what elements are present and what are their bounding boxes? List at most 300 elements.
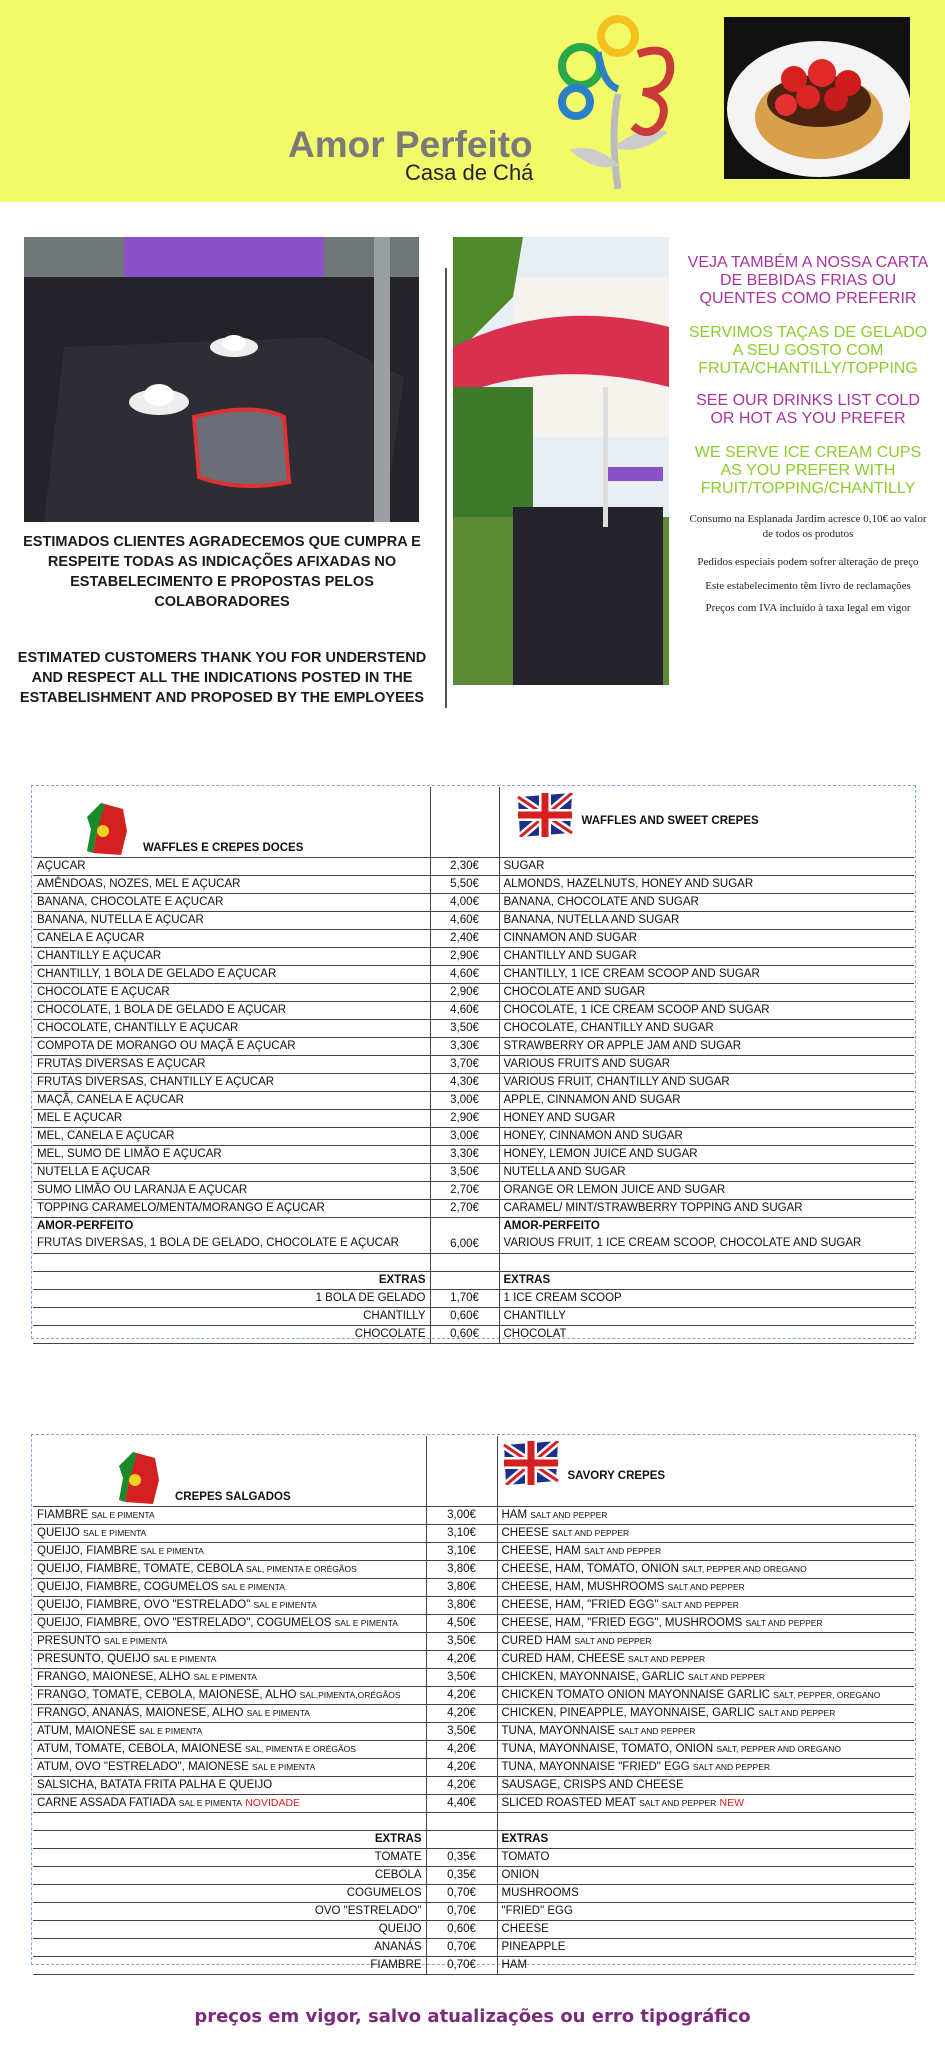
item-name-en bbox=[497, 1524, 914, 1542]
savory-menu-table bbox=[33, 1436, 914, 1975]
item-name-pt bbox=[33, 1794, 426, 1812]
item-name-en bbox=[497, 1704, 914, 1722]
item-name-en-text: CHICKEN TOMATO ONION MAYONNAISE GARLIC bbox=[501, 1688, 771, 1701]
seasoning-note: SAL, PIMENTA E ORÉGÃOS bbox=[245, 1743, 356, 1754]
savory-title-pt-text: CREPES SALGADOS bbox=[175, 1490, 291, 1503]
extra-price: 0,60€ bbox=[426, 1920, 497, 1938]
item-name-pt bbox=[33, 1596, 426, 1614]
extra-name-en: MUSHROOMS bbox=[497, 1884, 914, 1902]
savory-blank-row bbox=[33, 1812, 914, 1830]
item-name-pt-text: ATUM, OVO "ESTRELADO", MAIONESE bbox=[37, 1760, 249, 1773]
extra-price: 0,35€ bbox=[426, 1848, 497, 1866]
seasoning-note: SALT, PEPPER AND OREGANO bbox=[682, 1563, 807, 1574]
seasoning-note: SAL E PIMENTA bbox=[139, 1725, 203, 1736]
savory-extras-body bbox=[33, 1848, 914, 1974]
sweet-title-row bbox=[33, 787, 914, 857]
item-name-pt-text: FRANGO, MAIONESE, ALHO bbox=[37, 1670, 191, 1683]
blank-cell bbox=[426, 1830, 497, 1848]
seasoning-note: SALT AND PEPPER bbox=[574, 1635, 652, 1646]
menu-row bbox=[33, 1001, 914, 1019]
item-name-en-text: SAUSAGE, CRISPS AND CHEESE bbox=[501, 1778, 684, 1791]
item-price: 3,30€ bbox=[430, 1037, 499, 1055]
icecream-info-pt: SERVIMOS TAÇAS DE GELADO A SEU GOSTO COM FRUTA/CHANTILLY/TOPPING bbox=[688, 324, 928, 377]
item-name-en: HONEY, CINNAMON AND SUGAR bbox=[499, 1127, 914, 1145]
item-name-en: CHOCOLATE AND SUGAR bbox=[499, 983, 914, 1001]
menu-row bbox=[33, 1776, 914, 1794]
footer-disclaimer: preços em vigor, salvo atualizações ou erro tipográfico bbox=[194, 2006, 751, 2027]
item-name-pt bbox=[33, 1722, 426, 1740]
extra-name-pt: COGUMELOS bbox=[33, 1884, 426, 1902]
menu-row bbox=[33, 929, 914, 947]
item-name-pt: MEL E AÇUCAR bbox=[33, 1109, 430, 1127]
menu-row bbox=[33, 1740, 914, 1758]
item-price: 2,70€ bbox=[430, 1199, 499, 1217]
item-name-en bbox=[497, 1560, 914, 1578]
savory-items-body bbox=[33, 1506, 914, 1812]
item-name-en: STRAWBERRY OR APPLE JAM AND SUGAR bbox=[499, 1037, 914, 1055]
menu-row bbox=[33, 875, 914, 893]
seasoning-note: SALT, PEPPER, OREGANO bbox=[773, 1689, 881, 1700]
seasoning-note: SALT AND PEPPER bbox=[639, 1797, 717, 1808]
item-name-en bbox=[497, 1794, 914, 1812]
extra-price: 0,70€ bbox=[426, 1902, 497, 1920]
item-price: 4,20€ bbox=[426, 1704, 497, 1722]
item-name-pt bbox=[33, 1704, 426, 1722]
seasoning-note: SALT AND PEPPER bbox=[758, 1707, 836, 1718]
savory-title-en bbox=[497, 1436, 914, 1506]
seasoning-note: SAL E PIMENTA bbox=[178, 1797, 242, 1808]
menu-row bbox=[33, 857, 914, 875]
item-name-en: BANANA, NUTELLA AND SUGAR bbox=[499, 911, 914, 929]
item-price: 2,70€ bbox=[430, 1181, 499, 1199]
sweet-special-pt bbox=[33, 1217, 430, 1253]
menu-row bbox=[33, 1596, 914, 1614]
item-name-en: APPLE, CINNAMON AND SUGAR bbox=[499, 1091, 914, 1109]
item-name-en: BANANA, CHOCOLATE AND SUGAR bbox=[499, 893, 914, 911]
portugal-flag-icon bbox=[83, 801, 131, 857]
extra-name-en: 1 ICE CREAM SCOOP bbox=[499, 1289, 914, 1307]
extra-price: 0,70€ bbox=[426, 1938, 497, 1956]
seasoning-note: SAL E PIMENTA bbox=[103, 1635, 168, 1646]
note-special-orders: Pedidos especiais podem sofrer alteração de preço bbox=[697, 556, 919, 568]
extra-row bbox=[33, 1307, 914, 1325]
item-name-en-text: CURED HAM, CHEESE bbox=[501, 1652, 625, 1665]
item-name-en: CARAMEL/ MINT/STRAWBERRY TOPPING AND SUGAR bbox=[499, 1199, 914, 1217]
terrace-table-photo bbox=[24, 237, 419, 522]
seasoning-note: SAL E PIMENTA bbox=[252, 1761, 316, 1772]
extra-name-en: CHOCOLAT bbox=[499, 1325, 914, 1343]
menu-row bbox=[33, 1704, 914, 1722]
savory-title-en-text: SAVORY CREPES bbox=[567, 1470, 666, 1482]
item-name-en-text: CHICKEN, PINEAPPLE, MAYONNAISE, GARLIC bbox=[501, 1706, 755, 1719]
menu-row bbox=[33, 911, 914, 929]
item-name-pt-text: PRESUNTO, QUEIJO bbox=[37, 1652, 150, 1665]
sweet-blank-row bbox=[33, 1253, 914, 1271]
uk-flag-icon bbox=[502, 1441, 560, 1485]
item-name-pt-text: CARNE ASSADA FATIADA bbox=[37, 1796, 176, 1809]
menu-row bbox=[33, 1019, 914, 1037]
item-price: 4,00€ bbox=[430, 893, 499, 911]
menu-row bbox=[33, 1650, 914, 1668]
blank-cell bbox=[33, 1253, 430, 1271]
extra-name-en: CHEESE bbox=[497, 1920, 914, 1938]
item-name-en-text: TUNA, MAYONNAISE, TOMATO, ONION bbox=[501, 1742, 714, 1755]
item-name-en: HONEY, LEMON JUICE AND SUGAR bbox=[499, 1145, 914, 1163]
item-name-pt: BANANA, NUTELLA E AÇUCAR bbox=[33, 911, 430, 929]
item-name-pt: CHOCOLATE, 1 BOLA DE GELADO E AÇUCAR bbox=[33, 1001, 430, 1019]
blank-cell bbox=[426, 1812, 497, 1830]
item-price: 4,30€ bbox=[430, 1073, 499, 1091]
item-price: 3,10€ bbox=[426, 1542, 497, 1560]
seasoning-note: SALT AND PEPPER bbox=[687, 1671, 766, 1682]
item-name-en: HONEY AND SUGAR bbox=[499, 1109, 914, 1127]
special-desc-en: VARIOUS FRUIT, 1 ICE CREAM SCOOP, CHOCOLATE AND SUGAR bbox=[503, 1236, 862, 1249]
menu-row bbox=[33, 1109, 914, 1127]
item-name-pt-text: QUEIJO, FIAMBRE, TOMATE, CEBOLA bbox=[37, 1562, 243, 1575]
savory-title-pt bbox=[33, 1436, 426, 1506]
info-panel bbox=[684, 254, 932, 616]
item-name-en: CHANTILLY, 1 ICE CREAM SCOOP AND SUGAR bbox=[499, 965, 914, 983]
item-price: 3,50€ bbox=[426, 1722, 497, 1740]
extra-name-en: PINEAPPLE bbox=[497, 1938, 914, 1956]
item-name-en-text: CHEESE, HAM, "FRIED EGG", MUSHROOMS bbox=[501, 1616, 743, 1629]
extra-name-pt: CEBOLA bbox=[33, 1866, 426, 1884]
menu-row bbox=[33, 1668, 914, 1686]
item-name-pt-text: PRESUNTO bbox=[37, 1634, 101, 1647]
item-name-en: SUGAR bbox=[499, 857, 914, 875]
item-name-pt: CHANTILLY E AÇUCAR bbox=[33, 947, 430, 965]
menu-row bbox=[33, 1794, 914, 1812]
seasoning-note: SAL E PIMENTA bbox=[246, 1707, 310, 1718]
item-name-en bbox=[497, 1758, 914, 1776]
menu-row bbox=[33, 1199, 914, 1217]
seasoning-note: SALT, PEPPER AND OREGANO bbox=[716, 1743, 841, 1754]
special-name-en: AMOR-PERFEITO bbox=[503, 1219, 600, 1232]
seasoning-note: SAL E PIMENTA bbox=[91, 1509, 155, 1520]
item-name-pt bbox=[33, 1560, 426, 1578]
item-price: 3,30€ bbox=[430, 1145, 499, 1163]
new-badge: NEW bbox=[719, 1796, 744, 1809]
item-name-en bbox=[497, 1776, 914, 1794]
seasoning-note: SAL E PIMENTA bbox=[221, 1581, 285, 1592]
menu-row bbox=[33, 1524, 914, 1542]
extra-name-en: TOMATO bbox=[497, 1848, 914, 1866]
menu-row bbox=[33, 1145, 914, 1163]
item-price: 4,50€ bbox=[426, 1614, 497, 1632]
item-price: 4,20€ bbox=[426, 1740, 497, 1758]
item-price: 2,30€ bbox=[430, 857, 499, 875]
blank-cell bbox=[33, 1812, 426, 1830]
item-name-pt bbox=[33, 1542, 426, 1560]
sweet-extras-label-en: EXTRAS bbox=[499, 1271, 914, 1289]
item-name-pt: AMÊNDOAS, NOZES, MEL E AÇUCAR bbox=[33, 875, 430, 893]
item-price: 2,90€ bbox=[430, 947, 499, 965]
item-name-en-text: CHICKEN, MAYONNAISE, GARLIC bbox=[501, 1670, 685, 1683]
item-price: 2,40€ bbox=[430, 929, 499, 947]
vertical-divider bbox=[445, 268, 447, 708]
menu-row bbox=[33, 1127, 914, 1145]
header-banner bbox=[0, 0, 945, 202]
sweet-extras-header bbox=[33, 1271, 914, 1289]
seasoning-note: SALT AND PEPPER bbox=[530, 1509, 608, 1520]
item-price: 2,90€ bbox=[430, 983, 499, 1001]
new-badge: NOVIDADE bbox=[245, 1796, 301, 1809]
extra-name-pt: QUEIJO bbox=[33, 1920, 426, 1938]
item-name-pt-text: QUEIJO, FIAMBRE bbox=[37, 1544, 138, 1557]
item-name-en-text: CURED HAM bbox=[501, 1634, 572, 1647]
menu-row bbox=[33, 1037, 914, 1055]
extra-row bbox=[33, 1938, 914, 1956]
item-name-en-text: CHEESE bbox=[501, 1526, 549, 1539]
item-name-en: CINNAMON AND SUGAR bbox=[499, 929, 914, 947]
blank-cell bbox=[430, 1253, 499, 1271]
flower-logo-icon bbox=[548, 14, 688, 189]
item-name-pt-text: ATUM, MAIONESE bbox=[37, 1724, 136, 1737]
item-name-pt-text: QUEIJO, FIAMBRE, OVO "ESTRELADO" bbox=[37, 1598, 251, 1611]
item-price: 5,50€ bbox=[430, 875, 499, 893]
waffle-strawberry-photo bbox=[724, 17, 910, 179]
seasoning-note: SALT AND PEPPER bbox=[661, 1599, 739, 1610]
item-name-pt-text: FRANGO, ANANÁS, MAIONESE, ALHO bbox=[37, 1706, 244, 1719]
icecream-info-en: WE SERVE ICE CREAM CUPS AS YOU PREFER WITH FRUIT/TOPPING/CHANTILLY bbox=[694, 444, 922, 497]
extra-name-pt: OVO "ESTRELADO" bbox=[33, 1902, 426, 1920]
seasoning-note: SAL E PIMENTA bbox=[253, 1599, 317, 1610]
item-name-en bbox=[497, 1542, 914, 1560]
item-name-pt bbox=[33, 1686, 426, 1704]
savory-title-price-cell bbox=[426, 1436, 497, 1506]
seasoning-note: SAL,PIMENTA,ORÉGÃOS bbox=[299, 1689, 401, 1700]
blank-cell bbox=[499, 1253, 914, 1271]
item-name-pt: FRUTAS DIVERSAS, CHANTILLY E AÇUCAR bbox=[33, 1073, 430, 1091]
item-name-en: ALMONDS, HAZELNUTS, HONEY AND SUGAR bbox=[499, 875, 914, 893]
extra-price: 0,70€ bbox=[426, 1884, 497, 1902]
item-name-pt: CANELA E AÇUCAR bbox=[33, 929, 430, 947]
sweet-special-row bbox=[33, 1217, 914, 1253]
extra-price: 0,35€ bbox=[426, 1866, 497, 1884]
item-name-en-text: HAM bbox=[501, 1508, 528, 1521]
item-price: 3,00€ bbox=[430, 1091, 499, 1109]
menu-row bbox=[33, 1722, 914, 1740]
sweet-special-en bbox=[499, 1217, 914, 1253]
item-name-en bbox=[497, 1686, 914, 1704]
item-name-pt-text: FIAMBRE bbox=[37, 1508, 89, 1521]
notice-pt: ESTIMADOS CLIENTES AGRADECEMOS QUE CUMPRA E RESPEITE TODAS AS INDICAÇÕES AFIXADAS NO ESTABELECIMENTO E PROPOSTAS PELOS COLABORADORES bbox=[23, 534, 421, 610]
blank-cell bbox=[497, 1812, 914, 1830]
note-esplanada: Consumo na Esplanada Jardim acresce 0,10€ ao valor de todos os produtos bbox=[689, 513, 927, 540]
item-price: 4,20€ bbox=[426, 1776, 497, 1794]
extra-row bbox=[33, 1956, 914, 1974]
menu-row bbox=[33, 1614, 914, 1632]
item-name-pt: MEL, SUMO DE LIMÃO E AÇUCAR bbox=[33, 1145, 430, 1163]
item-name-en: CHANTILLY AND SUGAR bbox=[499, 947, 914, 965]
item-name-en-text: TUNA, MAYONNAISE bbox=[501, 1724, 616, 1737]
item-price: 4,40€ bbox=[426, 1794, 497, 1812]
note-vat: Preços com IVA incluído à taxa legal em vigor bbox=[705, 602, 911, 614]
item-price: 4,60€ bbox=[430, 1001, 499, 1019]
item-name-pt bbox=[33, 1632, 426, 1650]
extra-row bbox=[33, 1902, 914, 1920]
item-name-en bbox=[497, 1668, 914, 1686]
item-price: 3,80€ bbox=[426, 1578, 497, 1596]
item-price: 3,50€ bbox=[430, 1019, 499, 1037]
item-name-en bbox=[497, 1596, 914, 1614]
extra-name-pt: FIAMBRE bbox=[33, 1956, 426, 1974]
note-complaints: Este estabelecimento têm livro de reclamações bbox=[705, 580, 911, 592]
sweet-items-body bbox=[33, 857, 914, 1217]
item-price: 4,20€ bbox=[426, 1686, 497, 1704]
savory-extras-label-pt: EXTRAS bbox=[33, 1830, 426, 1848]
item-price: 3,00€ bbox=[430, 1127, 499, 1145]
menu-row bbox=[33, 1560, 914, 1578]
savory-extras-header bbox=[33, 1830, 914, 1848]
item-name-en bbox=[497, 1650, 914, 1668]
item-price: 3,00€ bbox=[426, 1506, 497, 1524]
item-name-en: CHOCOLATE, 1 ICE CREAM SCOOP AND SUGAR bbox=[499, 1001, 914, 1019]
item-name-pt-text: SALSICHA, BATATA FRITA PALHA E QUEIJO bbox=[37, 1778, 273, 1791]
item-name-en bbox=[497, 1506, 914, 1524]
item-name-pt bbox=[33, 1506, 426, 1524]
extra-price: 1,70€ bbox=[430, 1289, 499, 1307]
item-name-pt-text: ATUM, TOMATE, CEBOLA, MAIONESE bbox=[37, 1742, 242, 1755]
menu-row bbox=[33, 1632, 914, 1650]
sweet-title-pt bbox=[33, 787, 430, 857]
sweet-extras-label-pt: EXTRAS bbox=[33, 1271, 430, 1289]
extra-row bbox=[33, 1884, 914, 1902]
blank-cell bbox=[430, 1271, 499, 1289]
seasoning-note: SAL E PIMENTA bbox=[193, 1671, 257, 1682]
item-name-pt-text: QUEIJO, FIAMBRE, COGUMELOS bbox=[37, 1580, 219, 1593]
item-name-en bbox=[497, 1614, 914, 1632]
item-price: 3,70€ bbox=[430, 1055, 499, 1073]
item-name-pt bbox=[33, 1776, 426, 1794]
extra-price: 0,60€ bbox=[430, 1307, 499, 1325]
extra-name-en: CHANTILLY bbox=[499, 1307, 914, 1325]
item-price: 4,60€ bbox=[430, 911, 499, 929]
item-name-en: NUTELLA AND SUGAR bbox=[499, 1163, 914, 1181]
menu-row bbox=[33, 1506, 914, 1524]
item-name-pt: MAÇÃ, CANELA E AÇUCAR bbox=[33, 1091, 430, 1109]
item-name-en-text: CHEESE, HAM, "FRIED EGG" bbox=[501, 1598, 659, 1611]
menu-row bbox=[33, 947, 914, 965]
seasoning-note: SAL E PIMENTA bbox=[153, 1653, 217, 1664]
item-name-en-text: CHEESE, HAM bbox=[501, 1544, 581, 1557]
extra-name-pt: CHANTILLY bbox=[33, 1307, 430, 1325]
item-price: 3,50€ bbox=[430, 1163, 499, 1181]
item-name-pt: CHANTILLY, 1 BOLA DE GELADO E AÇUCAR bbox=[33, 965, 430, 983]
savory-title-row bbox=[33, 1436, 914, 1506]
item-name-pt bbox=[33, 1578, 426, 1596]
seasoning-note: SAL, PIMENTA E ORÉGÃOS bbox=[245, 1563, 357, 1574]
item-price: 4,20€ bbox=[426, 1758, 497, 1776]
sweet-menu-table bbox=[33, 787, 914, 1344]
menu-row bbox=[33, 1181, 914, 1199]
item-name-en: VARIOUS FRUITS AND SUGAR bbox=[499, 1055, 914, 1073]
menu-row bbox=[33, 1073, 914, 1091]
item-name-en-text: TUNA, MAYONNAISE "FRIED" EGG bbox=[501, 1760, 690, 1773]
item-name-en bbox=[497, 1578, 914, 1596]
seasoning-note: SALT AND PEPPER bbox=[692, 1761, 771, 1772]
item-price: 3,50€ bbox=[426, 1632, 497, 1650]
item-name-pt: NUTELLA E AÇUCAR bbox=[33, 1163, 430, 1181]
item-name-pt: COMPOTA DE MORANGO OU MAÇÃ E AÇUCAR bbox=[33, 1037, 430, 1055]
uk-flag-icon bbox=[516, 793, 574, 837]
item-name-pt: AÇUCAR bbox=[33, 857, 430, 875]
item-name-pt bbox=[33, 1740, 426, 1758]
extra-name-en: HAM bbox=[497, 1956, 914, 1974]
item-price: 3,80€ bbox=[426, 1560, 497, 1578]
menu-row bbox=[33, 1542, 914, 1560]
notice-en: ESTIMATED CUSTOMERS THANK YOU FOR UNDERSTEND AND RESPECT ALL THE INDICATIONS POSTED IN THE ESTABELISHMENT AND PROPOSED BY THE EMPLOYEES bbox=[17, 650, 427, 706]
drinks-info-pt: VEJA TAMBÉM A NOSSA CARTA DE BEBIDAS FRIAS OU QUENTES COMO PREFERIR bbox=[687, 254, 929, 307]
extra-row bbox=[33, 1920, 914, 1938]
sweet-extras-body bbox=[33, 1289, 914, 1343]
item-price: 3,10€ bbox=[426, 1524, 497, 1542]
item-name-pt: SUMO LIMÃO OU LARANJA E AÇUCAR bbox=[33, 1181, 430, 1199]
extra-row bbox=[33, 1325, 914, 1343]
extra-name-pt: TOMATE bbox=[33, 1848, 426, 1866]
seasoning-note: SALT AND PEPPER bbox=[628, 1653, 706, 1664]
portugal-flag-icon bbox=[115, 1450, 163, 1506]
savory-extras-label-en: EXTRAS bbox=[497, 1830, 914, 1848]
menu-row bbox=[33, 1578, 914, 1596]
menu-row bbox=[33, 1091, 914, 1109]
garden-terrace-photo bbox=[453, 237, 669, 685]
item-name-pt-text: FRANGO, TOMATE, CEBOLA, MAIONESE, ALHO bbox=[37, 1688, 297, 1701]
extra-row bbox=[33, 1848, 914, 1866]
seasoning-note: SAL E PIMENTA bbox=[83, 1527, 147, 1538]
brand-subtitle: Casa de Chá bbox=[405, 160, 534, 185]
item-name-pt bbox=[33, 1650, 426, 1668]
item-name-en-text: CHEESE, HAM, MUSHROOMS bbox=[501, 1580, 665, 1593]
item-name-pt: BANANA, CHOCOLATE E AÇUCAR bbox=[33, 893, 430, 911]
item-name-pt: CHOCOLATE E AÇUCAR bbox=[33, 983, 430, 1001]
item-name-en bbox=[497, 1740, 914, 1758]
extra-name-en: ONION bbox=[497, 1866, 914, 1884]
extra-price: 0,60€ bbox=[430, 1325, 499, 1343]
item-name-en: ORANGE OR LEMON JUICE AND SUGAR bbox=[499, 1181, 914, 1199]
item-price: 4,20€ bbox=[426, 1650, 497, 1668]
item-name-en bbox=[497, 1722, 914, 1740]
item-name-en: CHOCOLATE, CHANTILLY AND SUGAR bbox=[499, 1019, 914, 1037]
sweet-title-pt-text: WAFFLES E CREPES DOCES bbox=[143, 841, 304, 854]
menu-row bbox=[33, 983, 914, 1001]
drinks-info-en: SEE OUR DRINKS LIST COLD OR HOT AS YOU PREFER bbox=[696, 392, 920, 427]
seasoning-note: SALT AND PEPPER bbox=[618, 1725, 696, 1736]
extra-name-pt: 1 BOLA DE GELADO bbox=[33, 1289, 430, 1307]
special-name-pt: AMOR-PERFEITO bbox=[37, 1219, 134, 1232]
item-name-pt-text: QUEIJO, FIAMBRE, OVO "ESTRELADO", COGUMELOS bbox=[37, 1616, 332, 1629]
sweet-title-price-cell bbox=[430, 787, 499, 857]
sweet-title-en-text: WAFFLES AND SWEET CREPES bbox=[581, 815, 759, 827]
sweet-title-en bbox=[499, 787, 914, 857]
menu-row bbox=[33, 1055, 914, 1073]
item-name-en-text: CHEESE, HAM, TOMATO, ONION bbox=[501, 1562, 679, 1575]
item-name-pt: MEL, CANELA E AÇUCAR bbox=[33, 1127, 430, 1145]
seasoning-note: SAL E PIMENTA bbox=[140, 1545, 204, 1556]
extra-name-pt: ANANÁS bbox=[33, 1938, 426, 1956]
item-price: 3,50€ bbox=[426, 1668, 497, 1686]
seasoning-note: SAL E PIMENTA bbox=[334, 1617, 398, 1628]
seasoning-note: SALT AND PEPPER bbox=[667, 1581, 745, 1592]
menu-row bbox=[33, 893, 914, 911]
item-name-en: VARIOUS FRUIT, CHANTILLY AND SUGAR bbox=[499, 1073, 914, 1091]
menu-row bbox=[33, 1686, 914, 1704]
seasoning-note: SALT AND PEPPER bbox=[583, 1545, 662, 1556]
brand-name: Amor Perfeito bbox=[288, 124, 533, 165]
item-price: 2,90€ bbox=[430, 1109, 499, 1127]
extra-name-pt: CHOCOLATE bbox=[33, 1325, 430, 1343]
extra-row bbox=[33, 1866, 914, 1884]
